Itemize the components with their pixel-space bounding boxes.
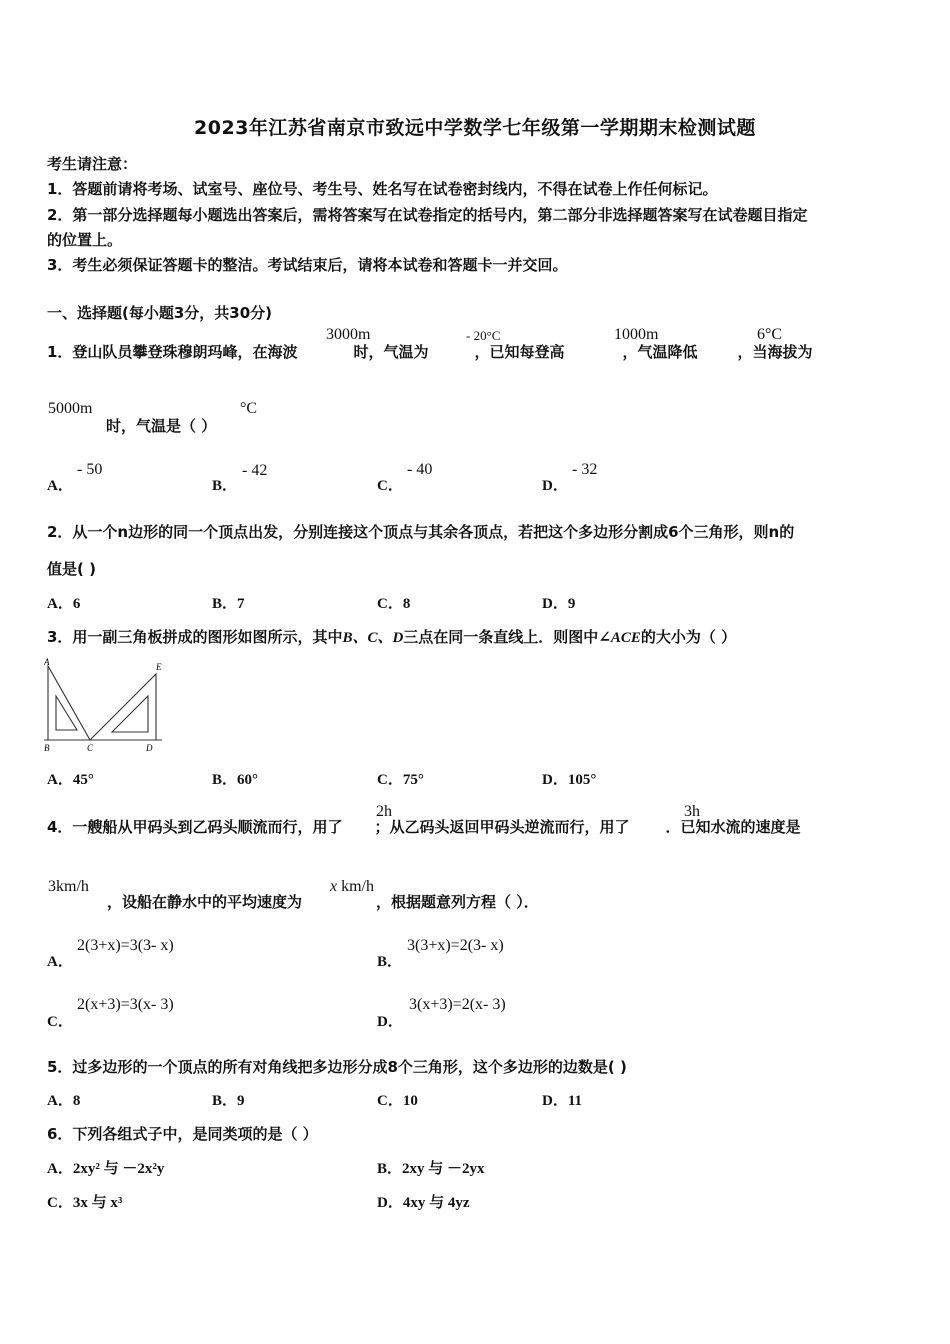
q1-option-c-value: - 40 <box>407 461 433 478</box>
q3-text: 3．用一副三角板拼成的图形如图所示，其中B、C、D三点在同一条直线上．则图中∠ACE的大小为（ ） <box>47 628 737 646</box>
q5-option-d[interactable]: D．11 <box>542 1093 583 1109</box>
q6-option-b[interactable]: B．2xy 与 －2yx <box>377 1161 485 1177</box>
notice-item-2-cont: 的位置上。 <box>47 231 123 249</box>
q6-option-d[interactable]: D．4xy 与 4yz <box>377 1195 470 1211</box>
notice-item-1: 1．答题前请将考场、试室号、座位号、考生号、姓名写在试卷密封线内，不得在试卷上作任何标记。 <box>47 180 718 198</box>
q4-option-b-value: 3(3+x)=2(3- x) <box>407 937 504 954</box>
q3-option-d[interactable]: D．105° <box>542 772 597 788</box>
q3-left-triangle <box>48 666 90 740</box>
q1-option-c[interactable]: C． <box>377 478 403 494</box>
q3-option-a[interactable]: A．45° <box>47 772 94 788</box>
q4-option-b[interactable]: B． <box>377 954 403 970</box>
q4-text: 4．一艘船从甲码头到乙码头顺流而行，用了 ；从乙码头返回甲码头逆流而行，用了 ．已知水流的速度是 <box>47 818 801 836</box>
q6-text: 6．下列各组式子中，是同类项的是（ ） <box>47 1125 318 1143</box>
q4-math-upstream: 3h <box>684 803 700 820</box>
q5-text: 5．过多边形的一个顶点的所有对角线把多边形分成8个三角形，这个多边形的边数是( ) <box>47 1058 627 1076</box>
q1-unit: °C <box>240 400 258 417</box>
q4-text-cont: ，设船在静水中的平均速度为 ，根据题意列方程（ ）． <box>107 893 539 911</box>
q3-points: B、C、D <box>342 630 404 646</box>
q3-label-b: B <box>44 743 50 753</box>
q1-t1: 1．登山队员攀登珠穆朗玛峰，在海波 <box>47 343 298 361</box>
q2-option-a[interactable]: A．6 <box>47 596 81 612</box>
q3-right-triangle <box>90 674 156 740</box>
q5-option-a[interactable]: A．8 <box>47 1093 81 1109</box>
q3-angle: ∠ACE <box>598 630 641 646</box>
notice-item-3: 3．考生必须保证答题卡的整洁。考试结束后，请将本试卷和答题卡一并交回。 <box>47 256 568 274</box>
section-heading: 一、选择题(每小题3分，共30分) <box>47 304 273 322</box>
q1-t4: ，气温降低 <box>622 343 698 361</box>
q3-label-c: C <box>87 743 94 753</box>
q4-option-c-value: 2(x+3)=3(x- 3) <box>77 996 174 1013</box>
q1-option-a[interactable]: A． <box>47 478 73 494</box>
q5-option-b[interactable]: B．9 <box>212 1093 245 1109</box>
q6-option-a[interactable]: A．2xy² 与 －2x²y <box>47 1161 165 1177</box>
q4-option-a[interactable]: A． <box>47 954 73 970</box>
q4-math-speed: x km/h <box>330 878 374 895</box>
q1-option-a-value: - 50 <box>77 461 103 478</box>
q1-math-altitude: 3000m <box>326 326 371 343</box>
q1-math-target: 5000m <box>48 400 93 417</box>
q1-t5: ，当海拔为 <box>737 343 813 361</box>
q4-option-a-value: 2(3+x)=3(3- x) <box>77 937 174 954</box>
q1-math-drop: 6°C <box>757 326 783 343</box>
q1-t3: ，已知每登高 <box>474 343 565 361</box>
q4-option-d[interactable]: D． <box>377 1014 403 1030</box>
q2-text: 2．从一个n边形的同一个顶点出发，分别连接这个顶点与其余各顶点，若把这个多边形分割成6个三角形，则n的 <box>47 523 795 541</box>
q4-option-d-value: 3(x+3)=2(x- 3) <box>409 996 506 1013</box>
q2-option-d[interactable]: D．9 <box>542 596 576 612</box>
q1-option-b[interactable]: B． <box>212 478 238 494</box>
q5-option-c[interactable]: C．10 <box>377 1093 418 1109</box>
notice-heading: 考生请注意： <box>47 155 138 173</box>
q4-math-downstream: 2h <box>376 803 392 820</box>
q1-question: 时，气温是（ ） <box>106 417 217 435</box>
q3-label-d: D <box>146 743 153 753</box>
q1-option-d-value: - 32 <box>572 461 598 478</box>
q3-label-e: E <box>156 662 162 672</box>
q1-text <box>47 341 813 362</box>
q1-t2: 时，气温为 <box>353 343 429 361</box>
q2-option-c[interactable]: C．8 <box>377 596 411 612</box>
q2-text-cont: 值是( ) <box>47 560 96 578</box>
page-title: 2023年江苏省南京市致远中学数学七年级第一学期期末检测试题 <box>194 117 756 139</box>
q6-option-c[interactable]: C．3x 与 x³ <box>47 1195 123 1211</box>
q4-math-current: 3km/h <box>48 878 89 895</box>
q1-option-d[interactable]: D． <box>542 478 568 494</box>
notice-item-2: 2．第一部分选择题每小题选出答案后，需将答案写在试卷指定的括号内，第二部分非选择题答案写在试卷题目指定 <box>47 206 808 224</box>
q3-triangle-figure <box>44 656 166 754</box>
q1-option-b-value: - 42 <box>242 462 268 479</box>
q3-option-c[interactable]: C．75° <box>377 772 424 788</box>
q3-label-a: A <box>44 657 50 667</box>
q3-option-b[interactable]: B．60° <box>212 772 259 788</box>
q1-math-step: 1000m <box>614 326 659 343</box>
q2-option-b[interactable]: B．7 <box>212 596 245 612</box>
q1-math-temp: - 20°C <box>466 328 501 343</box>
q4-option-c[interactable]: C． <box>47 1014 73 1030</box>
